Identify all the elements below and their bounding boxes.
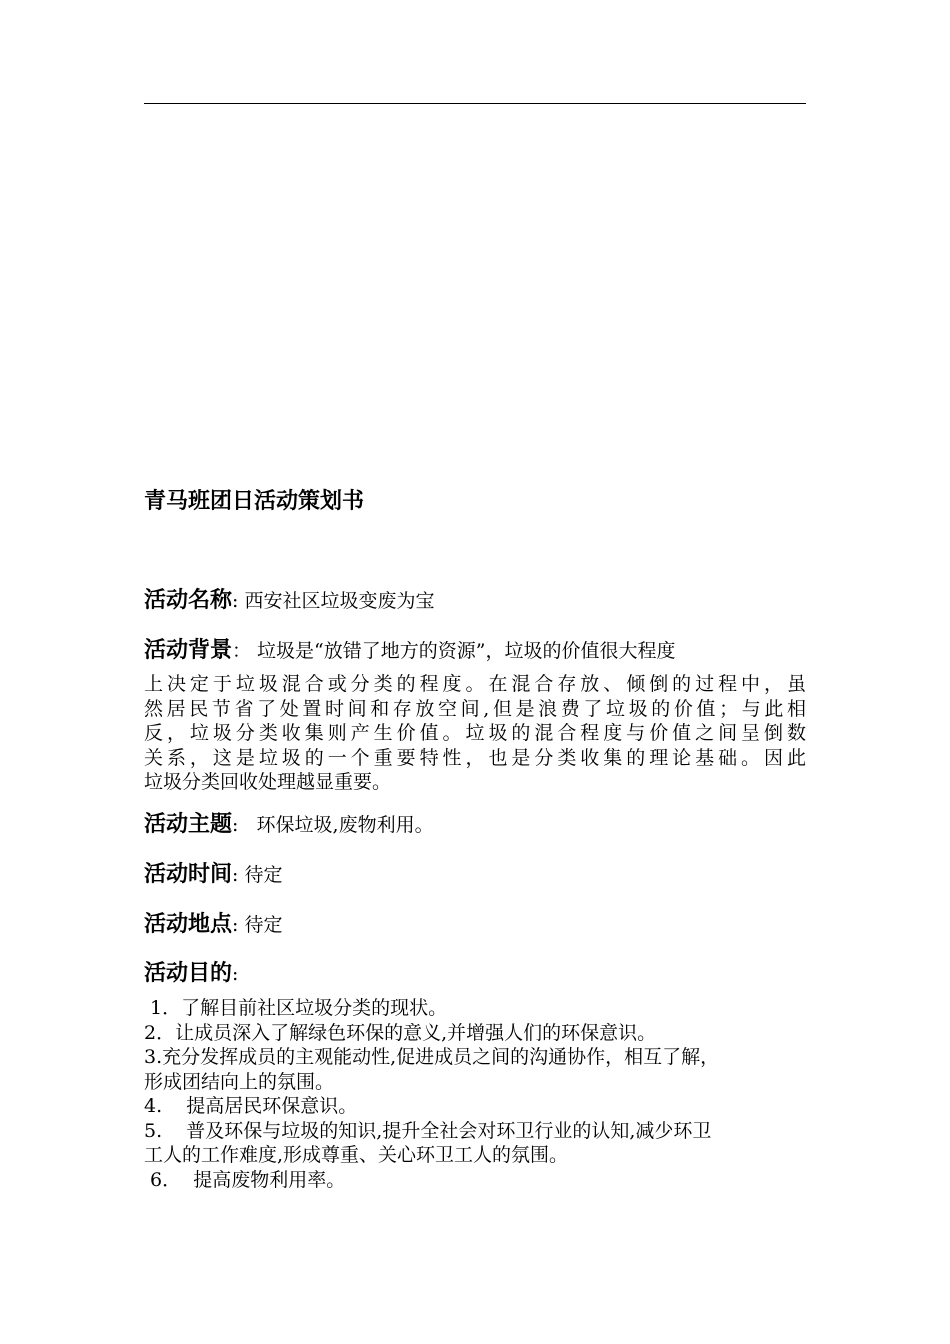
document-title: 青马班团日活动策划书 <box>144 489 365 514</box>
activity-background-label: 活动背景 <box>144 638 233 663</box>
paragraph-line: 然居民节省了处置时间和存放空间,但是浪费了垃圾的价值；与此相 <box>144 697 806 720</box>
paragraph-line: 关系，这是垃圾的一个重要特性，也是分类收集的理论基础。因此 <box>144 746 806 769</box>
header-rule <box>144 103 806 104</box>
list-item: 3.充分发挥成员的主观能动性,促进成员之间的沟通协作，相互了解， <box>144 1046 720 1068</box>
paragraph-line: 垃圾分类回收处理越显重要。 <box>144 771 392 793</box>
activity-place-colon: : <box>232 914 245 936</box>
activity-purpose-field <box>144 956 238 987</box>
activity-theme-value: 环保垃圾,废物利用。 <box>256 814 434 836</box>
activity-theme-label: 活动主题 <box>144 812 233 837</box>
list-item: 工人的工作难度,形成尊重、关心环卫工人的氛围。 <box>144 1144 569 1166</box>
activity-purpose-colon: : <box>232 963 239 985</box>
activity-name-value: 西安社区垃圾变废为宝 <box>244 590 435 612</box>
activity-theme-colon: : <box>232 814 257 836</box>
activity-name-label: 活动名称 <box>144 588 233 613</box>
list-item: 2．让成员深入了解绿色环保的意义,并增强人们的环保意识。 <box>144 1021 657 1044</box>
activity-place-field <box>144 907 282 938</box>
activity-place-value: 待定 <box>244 914 283 936</box>
activity-place-label: 活动地点 <box>144 912 233 937</box>
activity-name-colon: : <box>232 590 245 612</box>
list-item: 4. 提高居民环保意识。 <box>144 1095 358 1117</box>
paragraph-line: 上决定于垃圾混合或分类的程度。在混合存放、倾倒的过程中，虽 <box>144 673 806 695</box>
activity-background-first-line: 垃圾是“放错了地方的资源”，垃圾的价值很大程度 <box>257 640 676 662</box>
activity-time-colon: : <box>232 864 245 886</box>
list-item: 形成团结向上的氛围。 <box>144 1070 335 1093</box>
list-item: 5. 普及环保与垃圾的知识,提升全社会对环卫行业的认知,减少环卫 <box>144 1119 712 1142</box>
paragraph-line: 反，垃圾分类收集则产生价值。垃圾的混合程度与价值之间呈倒数 <box>144 722 806 744</box>
activity-purpose-label: 活动目的 <box>144 961 233 986</box>
activity-purpose-list <box>144 996 834 1192</box>
activity-name-field <box>144 583 434 614</box>
list-item: 6． 提高废物利用率。 <box>144 1168 346 1191</box>
activity-background-field <box>144 633 806 664</box>
activity-background-colon: ： <box>232 640 252 662</box>
activity-theme-field <box>144 807 434 838</box>
activity-time-value: 待定 <box>244 864 283 886</box>
activity-time-label: 活动时间 <box>144 862 233 887</box>
list-item: 1．了解目前社区垃圾分类的现状。 <box>144 997 448 1019</box>
activity-time-field <box>144 857 282 888</box>
activity-background-text <box>144 672 806 795</box>
